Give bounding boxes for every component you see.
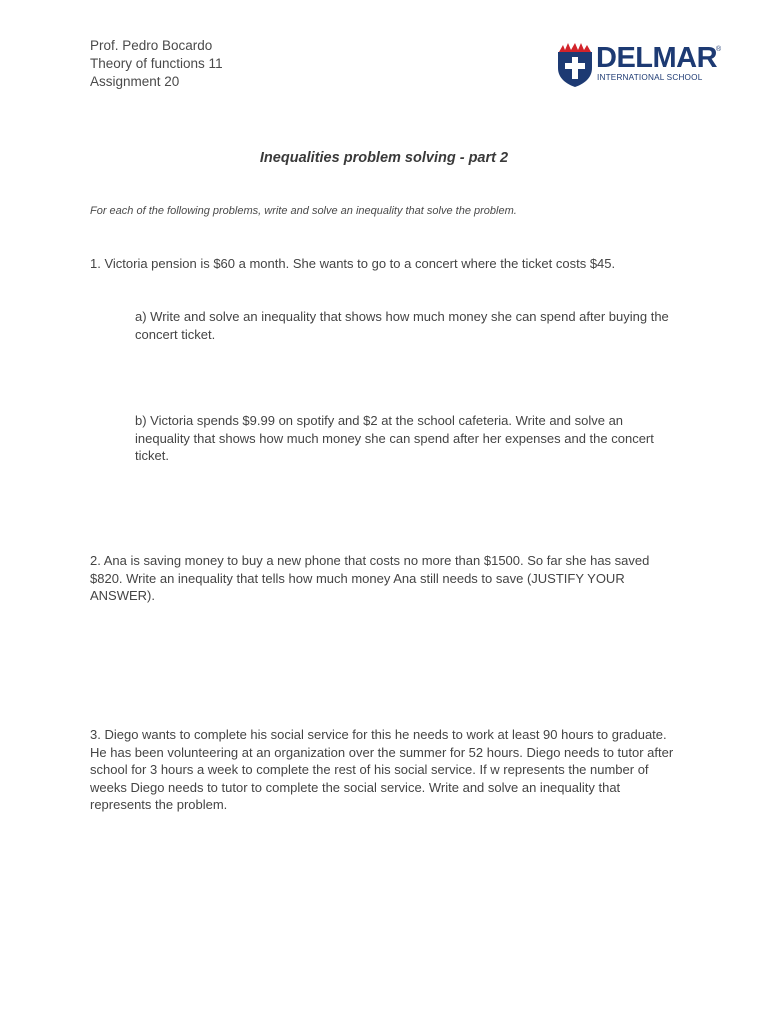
question-1b: b) Victoria spends $9.99 on spotify and $2 at the school cafeteria. Write and solve an inequality that shows how much money she can spend after her expenses and the concert ticket. <box>135 413 654 464</box>
question-1a: a) Write and solve an inequality that shows how much money she can spend after buying the concert ticket. <box>135 309 669 342</box>
logo-registered-mark: ® <box>716 46 722 53</box>
logo-subtitle: INTERNATIONAL SCHOOL <box>597 73 703 82</box>
logo-brand: DELMAR <box>596 42 718 74</box>
question-2: 2. Ana is saving money to buy a new phone that costs no more than $1500. So far she has saved $820. Write an inequality that tells how much money Ana still needs to save (JUSTIFY YOUR ANSWER). <box>90 553 650 604</box>
course-name: Theory of functions 11 <box>90 56 223 71</box>
question-1: 1. Victoria pension is $60 a month. She wants to go to a concert where the ticket costs $45. <box>90 256 616 271</box>
school-logo <box>556 43 724 89</box>
question-3: 3. Diego wants to complete his social service for this he needs to work at least 90 hours to graduate. He has been volunteering at an organization over the summer for 52 hours. Diego needs to tutor after school for 3 hours a week to complete the rest of his social service. If w represents the number of weeks Diego needs to tutor to complete the social service. Write and solve an inequality that represents the problem. <box>90 727 674 813</box>
header-info <box>90 37 223 91</box>
page-title: Inequalities problem solving - part 2 <box>259 150 509 166</box>
assignment-number: Assignment 20 <box>90 74 180 89</box>
teacher-name: Prof. Pedro Bocardo <box>90 38 213 53</box>
shield-icon <box>556 43 594 87</box>
instructions: For each of the following problems, write and solve an inequality that solve the problem. <box>90 205 517 217</box>
